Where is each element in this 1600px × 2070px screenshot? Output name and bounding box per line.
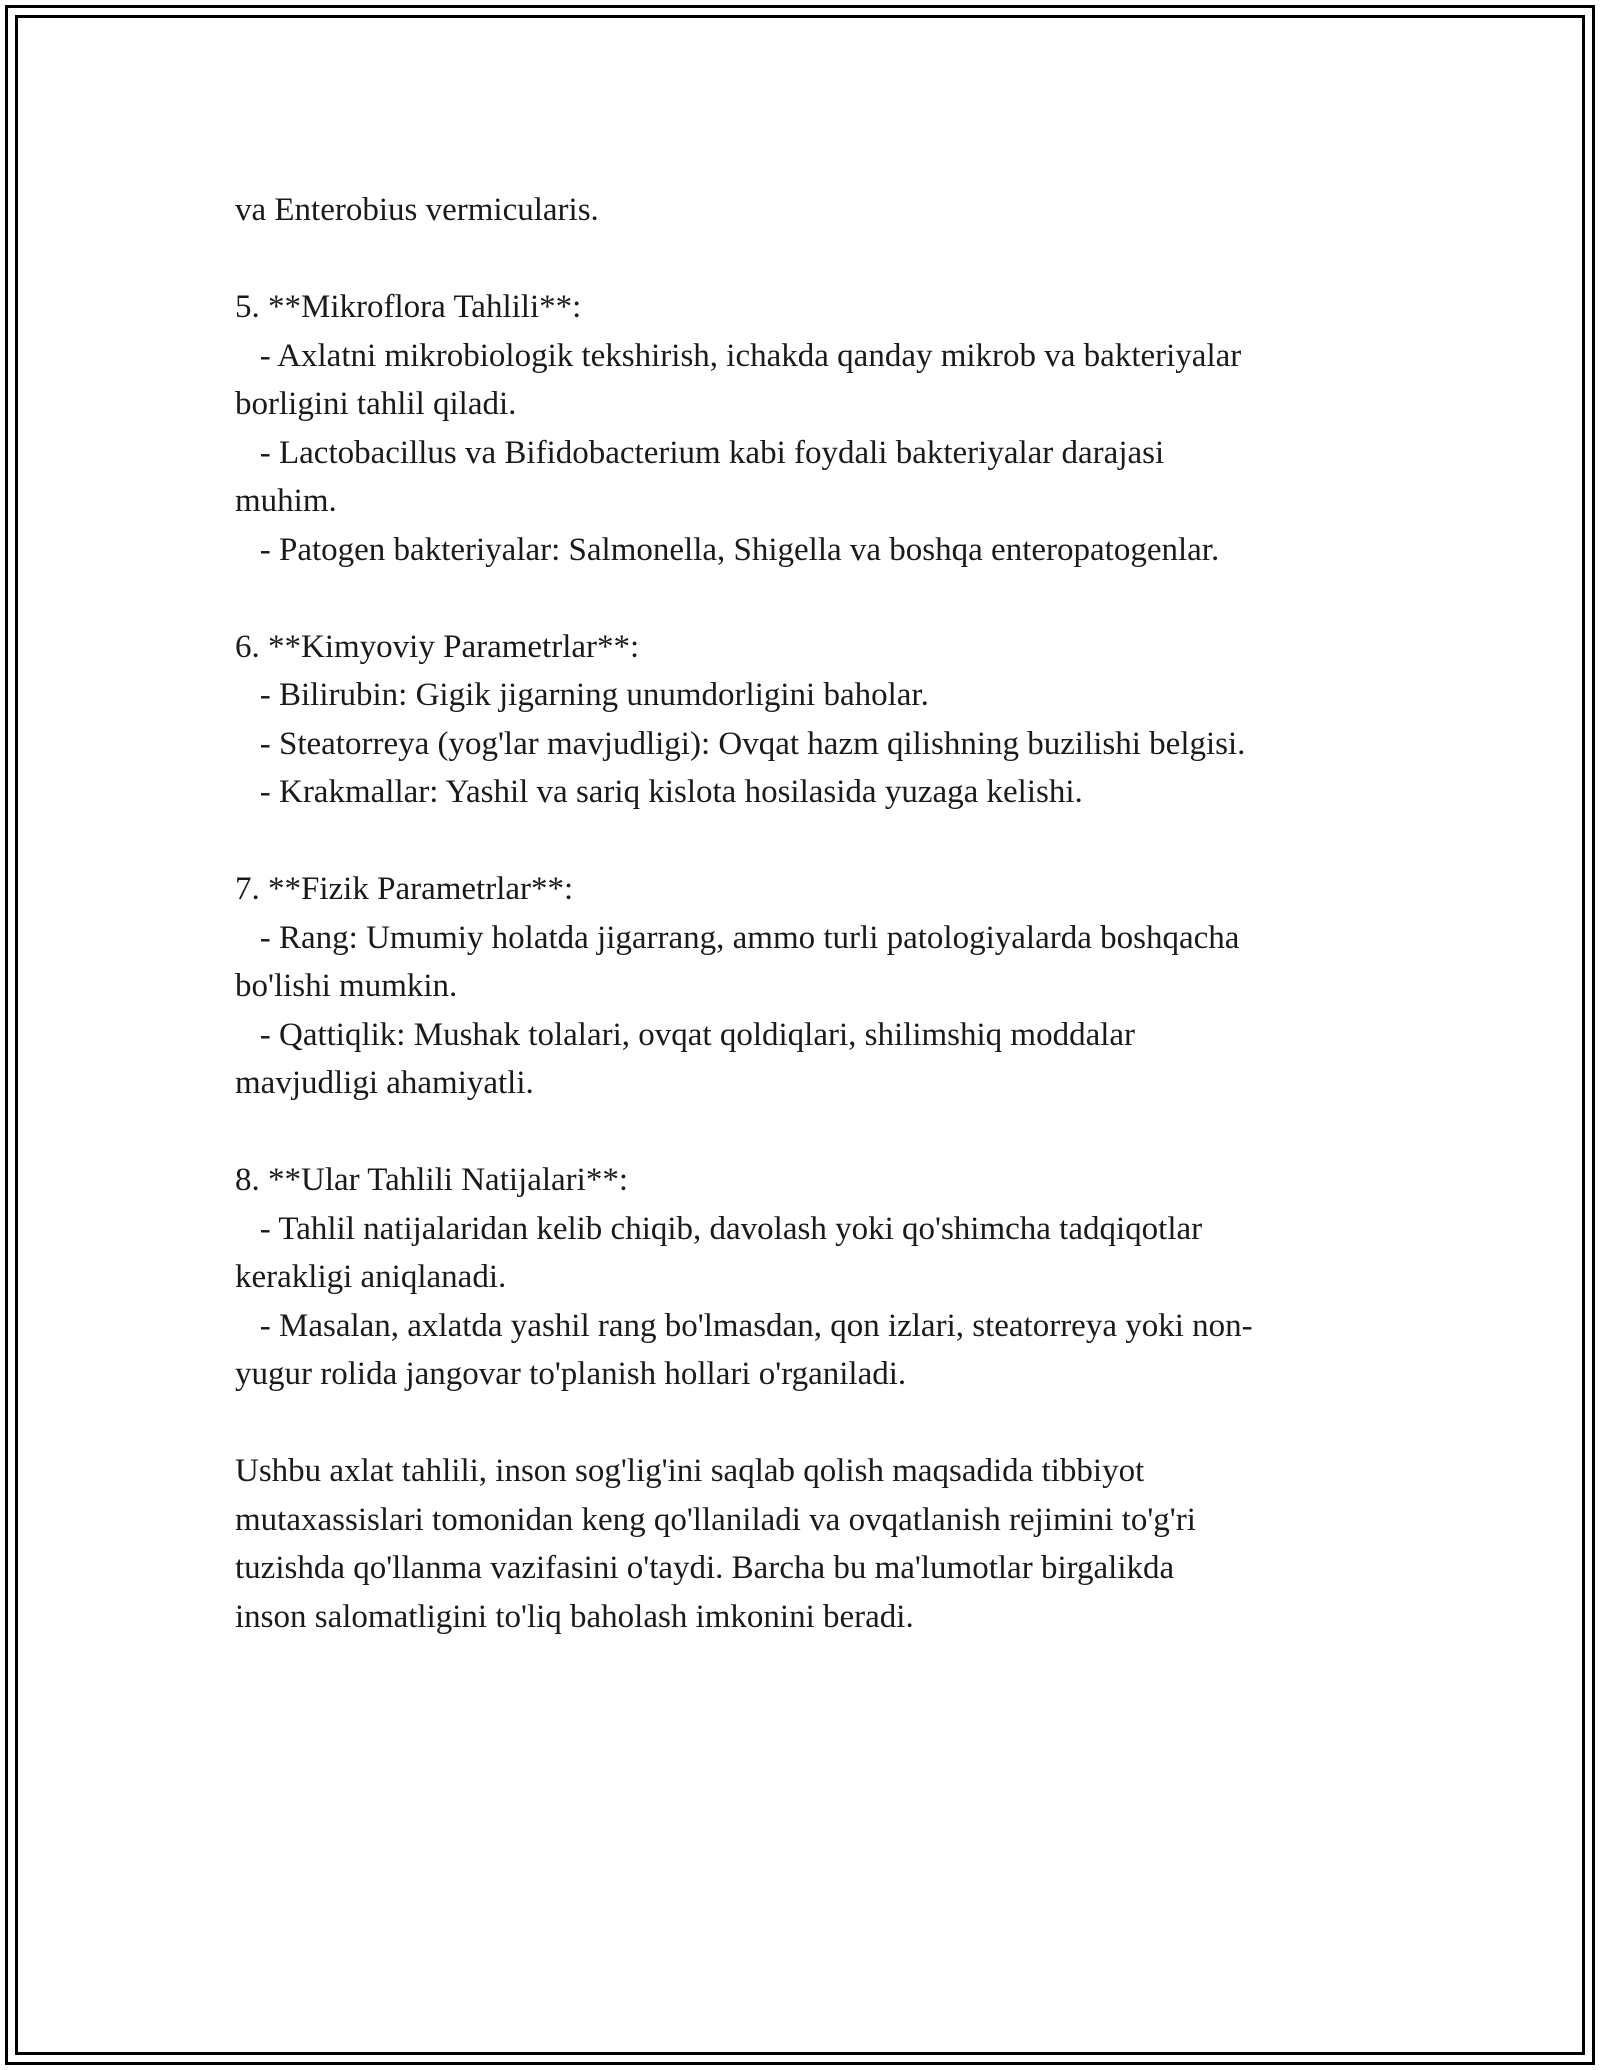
conclusion-line: mutaxassislari tomonidan keng qo'llaniladi va ovqatlanish rejimini to'g'ri [235,1501,1196,1538]
section-fizik [235,865,1375,1108]
section-line: - Patogen bakteriyalar: Salmonella, Shigella va boshqa enteropatogenlar. [235,531,1220,568]
section-line: kerakligi aniqlanadi. [235,1259,507,1295]
section-line: - Lactobacillus va Bifidobacterium kabi foydali bakteriyalar darajasi [235,434,1165,471]
section-natijalar [235,1156,1375,1399]
paragraph-gap [235,1399,1375,1448]
paragraph-gap [235,574,1375,623]
conclusion-paragraph [235,1447,1375,1641]
section-line: yugur rolida jangovar to'planish hollari o'rganiladi. [235,1356,907,1392]
conclusion-line: tuzishda qo'llanma vazifasini o'taydi. Barcha bu ma'lumotlar birgalikda [235,1550,1175,1586]
section-heading: 5. **Mikroflora Tahlili**: [235,289,582,325]
section-line: - Axlatni mikrobiologik tekshirish, ichakda qanday mikrob va bakteriyalar [235,337,1242,374]
section-line: - Masalan, axlatda yashil rang bo'lmasdan, qon izlari, steatorreya yoki non- [235,1307,1253,1344]
section-line: muhim. [235,483,337,519]
conclusion-line: Ushbu axlat tahlili, inson sog'lig'ini saqlab qolish maqsadida tibbiyot [235,1453,1145,1489]
section-line: - Steatorreya (yog'lar mavjudligi): Ovqat hazm qilishning buzilishi belgisi. [235,725,1246,762]
section-line: bo'lishi mumkin. [235,968,458,1004]
section-line: - Krakmallar: Yashil va sariq kislota hosilasida yuzaga kelishi. [235,774,1083,810]
conclusion-line: inson salomatligini to'liq baholash imkonini beradi. [235,1598,914,1635]
section-heading: 8. **Ular Tahlili Natijalari**: [235,1162,628,1198]
paragraph-gap [235,235,1375,284]
section-line: - Qattiqlik: Mushak tolalari, ovqat qoldiqlari, shilimshiq moddalar [235,1016,1136,1053]
section-kimyoviy [235,623,1375,817]
paragraph-gap [235,817,1375,866]
section-line: mavjudligi ahamiyatli. [235,1065,534,1101]
section-mikroflora [235,283,1375,574]
section-line: - Tahlil natijalaridan kelib chiqib, davolash yoki qo'shimcha tadqiqotlar [235,1210,1203,1247]
paragraph-gap [235,1108,1375,1157]
section-line: borligini tahlil qiladi. [235,386,517,422]
section-line: - Rang: Umumiy holatda jigarrang, ammo turli patologiyalarda boshqacha [235,919,1240,956]
intro-line: va Enterobius vermicularis. [235,192,599,228]
document-body [235,186,1375,1641]
section-heading: 7. **Fizik Parametrlar**: [235,871,574,907]
section-line: - Bilirubin: Gigik jigarning unumdorligini baholar. [235,677,929,713]
section-heading: 6. **Kimyoviy Parametrlar**: [235,628,640,665]
